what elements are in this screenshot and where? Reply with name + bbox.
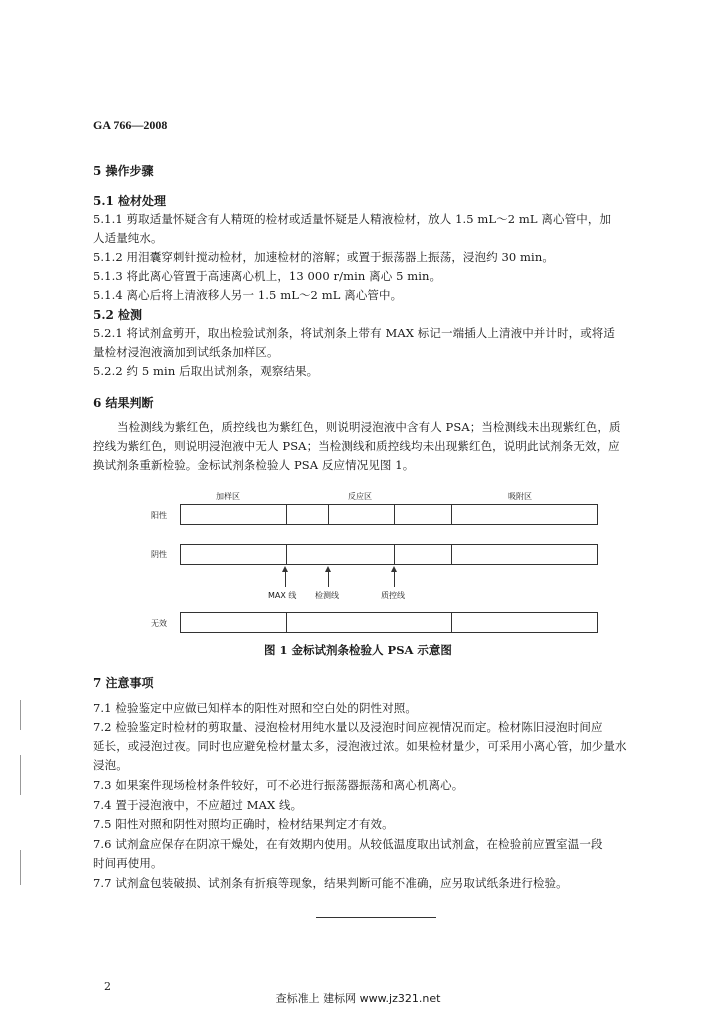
max-line-arrow xyxy=(282,566,288,572)
end-separator xyxy=(316,917,436,918)
section-6-title: 6 结果判断 xyxy=(93,396,154,410)
paragraph-5-2-2: 5.2.2 约 5 min 后取出试剂条，观察结果。 xyxy=(93,364,319,378)
paragraph-5-2-1-line1: 5.2.1 将试剂盒剪开，取出检验试剂条，将试剂条上带有 MAX 标记一端插人上清液中并计时，或将适 xyxy=(93,326,615,340)
paragraph-7-2-line3: 浸泡。 xyxy=(93,758,128,772)
scan-mark xyxy=(20,850,21,885)
paragraph-6-line2: 控线为紫红色，则说明浸泡液中无人 PSA；当检测线和质控线均未出现紫红色，说明此试剂条无效，应 xyxy=(93,439,620,453)
footer-watermark: 查标准上 建标网 www.jz321.net xyxy=(275,992,441,1005)
figure-caption: 图 1 金标试剂条检验人 PSA 示意图 xyxy=(264,643,452,657)
row-label-negative: 阴性 xyxy=(151,550,167,559)
zone-label-reaction: 反应区 xyxy=(348,492,372,501)
paragraph-7-7: 7.7 试剂盒包装破损、试剂条有折痕等现象，结果判断可能不准确，应另取试纸条进行检验。 xyxy=(93,876,568,890)
row-label-invalid: 无效 xyxy=(151,619,167,628)
strip-negative xyxy=(180,544,598,565)
strip-invalid xyxy=(180,612,598,633)
paragraph-7-2-line2: 延长，或浸泡过夜。同时也应避免检材量太多，浸泡液过浓。如果检材量少，可采用小离心管，加少量水 xyxy=(93,739,627,753)
paragraph-7-6-line2: 时间再使用。 xyxy=(93,856,163,870)
paragraph-6-line3: 换试剂条重新检验。金标试剂条检验人 PSA 反应情况见图 1。 xyxy=(93,458,415,472)
marker-label-control: 质控线 xyxy=(381,591,405,600)
paragraph-5-1-4: 5.1.4 离心后将上清液移人另一 1.5 mL～2 mL 离心管中。 xyxy=(93,288,403,302)
paragraph-7-3: 7.3 如果案件现场检材条件较好，可不必进行振荡器振荡和离心机离心。 xyxy=(93,778,464,792)
paragraph-5-1-1-line1: 5.1.1 剪取适量怀疑含有人精斑的检材或适量怀疑是人精液检材，放人 1.5 mL～2 mL 离心管中，加 xyxy=(93,212,612,226)
section-5-2-title: 5.2 检测 xyxy=(93,308,143,322)
paragraph-7-5: 7.5 阳性对照和阴性对照均正确时，检材结果判定才有效。 xyxy=(93,817,394,831)
page-number: 2 xyxy=(104,980,111,993)
scan-mark xyxy=(20,755,21,795)
paragraph-7-2-line1: 7.2 检验鉴定时检材的剪取量、浸泡检材用纯水量以及浸泡时间应视情况而定。检材陈旧浸泡时间应 xyxy=(93,720,603,734)
section-5-title: 5 操作步骤 xyxy=(93,164,154,178)
marker-label-test: 检测线 xyxy=(315,591,339,600)
section-5-1-title: 5.1 检材处理 xyxy=(93,194,167,208)
paragraph-5-1-1-line2: 人适量纯水。 xyxy=(93,231,163,245)
zone-label-sample: 加样区 xyxy=(216,492,240,501)
paragraph-6-line1: 当检测线为紫红色，质控线也为紫红色，则说明浸泡液中含有人 PSA；当检测线未出现紫红色，质 xyxy=(117,420,621,434)
zone-label-absorb: 吸附区 xyxy=(508,492,532,501)
paragraph-7-4: 7.4 置于浸泡液中，不应超过 MAX 线。 xyxy=(93,798,303,812)
paragraph-5-1-3: 5.1.3 将此离心管置于高速离心机上，13 000 r/min 离心 5 min。 xyxy=(93,269,442,283)
paragraph-7-1: 7.1 检验鉴定中应做已知样本的阳性对照和空白处的阴性对照。 xyxy=(93,701,417,715)
strip-positive xyxy=(180,504,598,525)
paragraph-7-6-line1: 7.6 试剂盒应保存在阴凉干燥处，在有效期内使用。从较低温度取出试剂盒，在检验前应置室温一段 xyxy=(93,837,603,851)
marker-label-max: MAX 线 xyxy=(268,591,297,600)
row-label-positive: 阳性 xyxy=(151,511,167,520)
section-7-title: 7 注意事项 xyxy=(93,676,154,690)
paragraph-5-1-2: 5.1.2 用泪囊穿刺针搅动检材，加速检材的溶解；或置于振荡器上振荡，浸泡约 30 min。 xyxy=(93,250,554,264)
document-header: GA 766—2008 xyxy=(93,118,168,132)
test-line-arrow xyxy=(325,566,331,572)
control-line-arrow xyxy=(391,566,397,572)
scan-mark xyxy=(20,700,21,730)
paragraph-5-2-1-line2: 量检材浸泡液滴加到试纸条加样区。 xyxy=(93,345,279,359)
